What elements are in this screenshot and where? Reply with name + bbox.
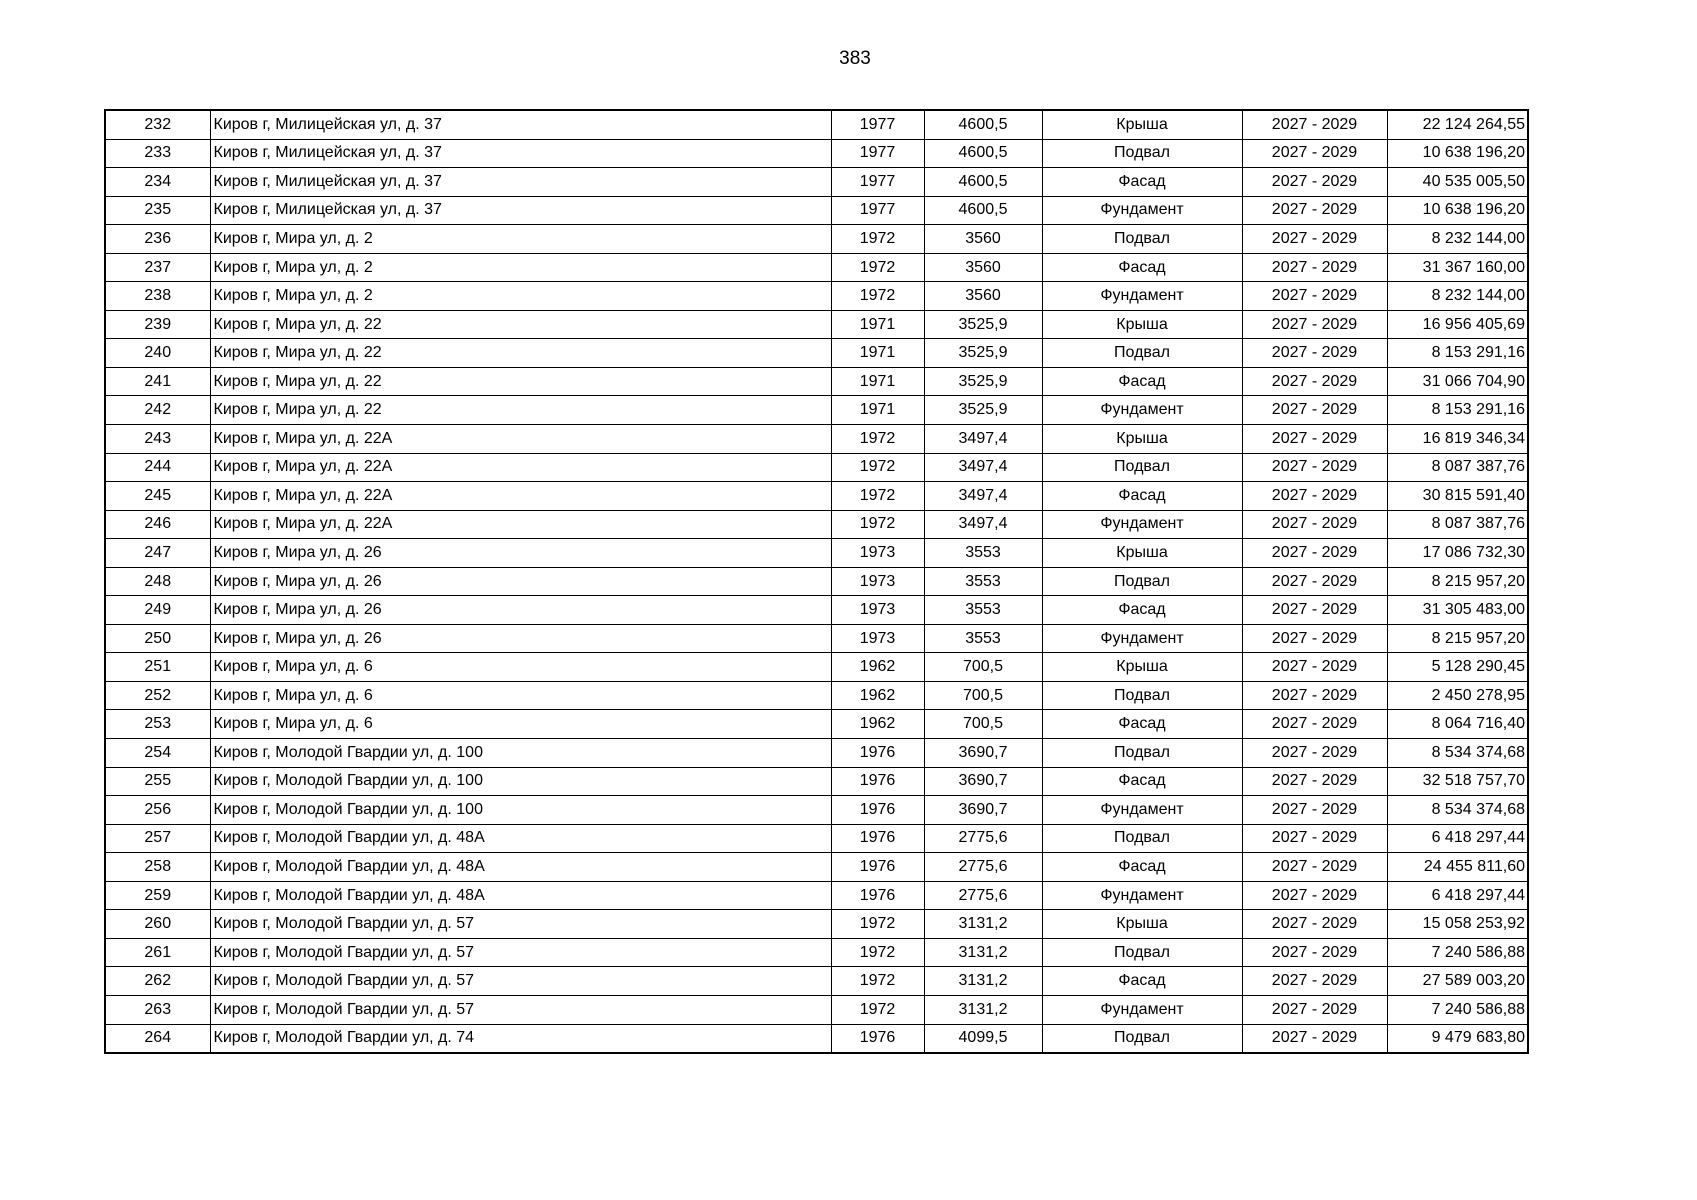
year-cell: 1972 [831, 510, 924, 539]
row-number: 246 [105, 510, 210, 539]
period-cell: 2027 - 2029 [1242, 196, 1387, 225]
work-type-cell: Фасад [1042, 596, 1242, 625]
address-cell: Киров г, Милицейская ул, д. 37 [210, 139, 831, 168]
address-cell: Киров г, Мира ул, д. 6 [210, 710, 831, 739]
period-cell: 2027 - 2029 [1242, 310, 1387, 339]
work-type-cell: Фасад [1042, 367, 1242, 396]
work-type-cell: Фасад [1042, 710, 1242, 739]
row-number: 247 [105, 539, 210, 568]
repair-schedule-table [104, 109, 1529, 1054]
table-row [105, 510, 1528, 539]
year-cell: 1972 [831, 253, 924, 282]
table-row [105, 310, 1528, 339]
period-cell: 2027 - 2029 [1242, 510, 1387, 539]
row-number: 252 [105, 681, 210, 710]
year-cell: 1971 [831, 310, 924, 339]
area-cell: 3560 [924, 282, 1042, 311]
cost-cell: 2 450 278,95 [1387, 681, 1528, 710]
period-cell: 2027 - 2029 [1242, 567, 1387, 596]
table-row [105, 767, 1528, 796]
row-number: 236 [105, 225, 210, 254]
cost-cell: 8 534 374,68 [1387, 796, 1528, 825]
period-cell: 2027 - 2029 [1242, 853, 1387, 882]
row-number: 241 [105, 367, 210, 396]
cost-cell: 6 418 297,44 [1387, 881, 1528, 910]
row-number: 243 [105, 425, 210, 454]
table-row [105, 967, 1528, 996]
period-cell: 2027 - 2029 [1242, 967, 1387, 996]
period-cell: 2027 - 2029 [1242, 425, 1387, 454]
area-cell: 3131,2 [924, 938, 1042, 967]
area-cell: 2775,6 [924, 881, 1042, 910]
work-type-cell: Фундамент [1042, 995, 1242, 1024]
row-number: 237 [105, 253, 210, 282]
address-cell: Киров г, Мира ул, д. 26 [210, 596, 831, 625]
cost-cell: 16 819 346,34 [1387, 425, 1528, 454]
address-cell: Киров г, Молодой Гвардии ул, д. 100 [210, 767, 831, 796]
work-type-cell: Фундамент [1042, 881, 1242, 910]
area-cell: 3131,2 [924, 995, 1042, 1024]
cost-cell: 31 305 483,00 [1387, 596, 1528, 625]
period-cell: 2027 - 2029 [1242, 367, 1387, 396]
table-row [105, 853, 1528, 882]
table-row [105, 710, 1528, 739]
table-row [105, 596, 1528, 625]
work-type-cell: Фундамент [1042, 282, 1242, 311]
row-number: 242 [105, 396, 210, 425]
year-cell: 1976 [831, 796, 924, 825]
row-number: 235 [105, 196, 210, 225]
work-type-cell: Фундамент [1042, 796, 1242, 825]
work-type-cell: Крыша [1042, 110, 1242, 139]
cost-cell: 8 215 957,20 [1387, 624, 1528, 653]
address-cell: Киров г, Милицейская ул, д. 37 [210, 196, 831, 225]
table-row [105, 539, 1528, 568]
table-row [105, 624, 1528, 653]
cost-cell: 8 087 387,76 [1387, 453, 1528, 482]
cost-cell: 8 215 957,20 [1387, 567, 1528, 596]
cost-cell: 32 518 757,70 [1387, 767, 1528, 796]
table-row [105, 253, 1528, 282]
area-cell: 3560 [924, 225, 1042, 254]
table-row [105, 225, 1528, 254]
address-cell: Киров г, Мира ул, д. 22А [210, 482, 831, 511]
row-number: 264 [105, 1024, 210, 1053]
period-cell: 2027 - 2029 [1242, 681, 1387, 710]
work-type-cell: Подвал [1042, 824, 1242, 853]
year-cell: 1972 [831, 282, 924, 311]
cost-cell: 17 086 732,30 [1387, 539, 1528, 568]
table-row [105, 938, 1528, 967]
address-cell: Киров г, Молодой Гвардии ул, д. 48А [210, 853, 831, 882]
area-cell: 3497,4 [924, 425, 1042, 454]
period-cell: 2027 - 2029 [1242, 995, 1387, 1024]
address-cell: Киров г, Мира ул, д. 2 [210, 282, 831, 311]
cost-cell: 6 418 297,44 [1387, 824, 1528, 853]
address-cell: Киров г, Мира ул, д. 22 [210, 310, 831, 339]
row-number: 239 [105, 310, 210, 339]
cost-cell: 15 058 253,92 [1387, 910, 1528, 939]
area-cell: 3553 [924, 567, 1042, 596]
year-cell: 1977 [831, 139, 924, 168]
area-cell: 2775,6 [924, 853, 1042, 882]
year-cell: 1972 [831, 938, 924, 967]
cost-cell: 8 232 144,00 [1387, 225, 1528, 254]
cost-cell: 8 087 387,76 [1387, 510, 1528, 539]
table-row [105, 910, 1528, 939]
address-cell: Киров г, Мира ул, д. 26 [210, 624, 831, 653]
cost-cell: 10 638 196,20 [1387, 139, 1528, 168]
cost-cell: 8 534 374,68 [1387, 739, 1528, 768]
period-cell: 2027 - 2029 [1242, 282, 1387, 311]
address-cell: Киров г, Молодой Гвардии ул, д. 48А [210, 824, 831, 853]
year-cell: 1977 [831, 168, 924, 197]
row-number: 234 [105, 168, 210, 197]
table-row [105, 995, 1528, 1024]
period-cell: 2027 - 2029 [1242, 596, 1387, 625]
cost-cell: 31 066 704,90 [1387, 367, 1528, 396]
period-cell: 2027 - 2029 [1242, 139, 1387, 168]
area-cell: 4099,5 [924, 1024, 1042, 1053]
cost-cell: 5 128 290,45 [1387, 653, 1528, 682]
cost-cell: 8 153 291,16 [1387, 339, 1528, 368]
area-cell: 3553 [924, 624, 1042, 653]
work-type-cell: Крыша [1042, 539, 1242, 568]
table-row [105, 282, 1528, 311]
table-row [105, 396, 1528, 425]
year-cell: 1971 [831, 396, 924, 425]
row-number: 263 [105, 995, 210, 1024]
area-cell: 3525,9 [924, 310, 1042, 339]
cost-cell: 31 367 160,00 [1387, 253, 1528, 282]
address-cell: Киров г, Мира ул, д. 22А [210, 453, 831, 482]
period-cell: 2027 - 2029 [1242, 624, 1387, 653]
area-cell: 700,5 [924, 653, 1042, 682]
year-cell: 1972 [831, 967, 924, 996]
period-cell: 2027 - 2029 [1242, 1024, 1387, 1053]
row-number: 240 [105, 339, 210, 368]
year-cell: 1962 [831, 681, 924, 710]
row-number: 248 [105, 567, 210, 596]
cost-cell: 8 064 716,40 [1387, 710, 1528, 739]
row-number: 232 [105, 110, 210, 139]
year-cell: 1976 [831, 739, 924, 768]
table-row [105, 1024, 1528, 1053]
work-type-cell: Фундамент [1042, 196, 1242, 225]
cost-cell: 30 815 591,40 [1387, 482, 1528, 511]
work-type-cell: Фасад [1042, 967, 1242, 996]
row-number: 260 [105, 910, 210, 939]
address-cell: Киров г, Молодой Гвардии ул, д. 57 [210, 995, 831, 1024]
year-cell: 1971 [831, 367, 924, 396]
address-cell: Киров г, Мира ул, д. 6 [210, 681, 831, 710]
work-type-cell: Фасад [1042, 853, 1242, 882]
area-cell: 3525,9 [924, 396, 1042, 425]
area-cell: 3497,4 [924, 510, 1042, 539]
year-cell: 1962 [831, 710, 924, 739]
table-row [105, 168, 1528, 197]
address-cell: Киров г, Мира ул, д. 2 [210, 253, 831, 282]
row-number: 244 [105, 453, 210, 482]
table-row [105, 482, 1528, 511]
area-cell: 4600,5 [924, 139, 1042, 168]
row-number: 256 [105, 796, 210, 825]
year-cell: 1976 [831, 824, 924, 853]
cost-cell: 27 589 003,20 [1387, 967, 1528, 996]
table-body [105, 110, 1528, 1053]
area-cell: 3497,4 [924, 453, 1042, 482]
area-cell: 3131,2 [924, 967, 1042, 996]
period-cell: 2027 - 2029 [1242, 824, 1387, 853]
row-number: 253 [105, 710, 210, 739]
table-row [105, 139, 1528, 168]
work-type-cell: Подвал [1042, 453, 1242, 482]
address-cell: Киров г, Молодой Гвардии ул, д. 100 [210, 796, 831, 825]
year-cell: 1971 [831, 339, 924, 368]
period-cell: 2027 - 2029 [1242, 396, 1387, 425]
address-cell: Киров г, Мира ул, д. 22 [210, 367, 831, 396]
period-cell: 2027 - 2029 [1242, 710, 1387, 739]
cost-cell: 24 455 811,60 [1387, 853, 1528, 882]
address-cell: Киров г, Мира ул, д. 22А [210, 510, 831, 539]
year-cell: 1972 [831, 910, 924, 939]
address-cell: Киров г, Молодой Гвардии ул, д. 57 [210, 910, 831, 939]
address-cell: Киров г, Мира ул, д. 26 [210, 539, 831, 568]
table-row [105, 796, 1528, 825]
work-type-cell: Фасад [1042, 253, 1242, 282]
year-cell: 1973 [831, 624, 924, 653]
row-number: 245 [105, 482, 210, 511]
address-cell: Киров г, Молодой Гвардии ул, д. 74 [210, 1024, 831, 1053]
table-row [105, 881, 1528, 910]
area-cell: 3553 [924, 596, 1042, 625]
area-cell: 3553 [924, 539, 1042, 568]
area-cell: 3690,7 [924, 739, 1042, 768]
work-type-cell: Подвал [1042, 739, 1242, 768]
period-cell: 2027 - 2029 [1242, 739, 1387, 768]
period-cell: 2027 - 2029 [1242, 168, 1387, 197]
work-type-cell: Подвал [1042, 938, 1242, 967]
area-cell: 3525,9 [924, 339, 1042, 368]
period-cell: 2027 - 2029 [1242, 881, 1387, 910]
year-cell: 1972 [831, 482, 924, 511]
cost-cell: 9 479 683,80 [1387, 1024, 1528, 1053]
cost-cell: 40 535 005,50 [1387, 168, 1528, 197]
row-number: 255 [105, 767, 210, 796]
row-number: 257 [105, 824, 210, 853]
table-row [105, 824, 1528, 853]
work-type-cell: Подвал [1042, 681, 1242, 710]
period-cell: 2027 - 2029 [1242, 225, 1387, 254]
work-type-cell: Подвал [1042, 225, 1242, 254]
row-number: 250 [105, 624, 210, 653]
address-cell: Киров г, Молодой Гвардии ул, д. 100 [210, 739, 831, 768]
row-number: 262 [105, 967, 210, 996]
period-cell: 2027 - 2029 [1242, 453, 1387, 482]
address-cell: Киров г, Молодой Гвардии ул, д. 48А [210, 881, 831, 910]
row-number: 249 [105, 596, 210, 625]
work-type-cell: Фундамент [1042, 510, 1242, 539]
area-cell: 4600,5 [924, 110, 1042, 139]
year-cell: 1972 [831, 453, 924, 482]
year-cell: 1977 [831, 110, 924, 139]
work-type-cell: Фундамент [1042, 624, 1242, 653]
period-cell: 2027 - 2029 [1242, 110, 1387, 139]
area-cell: 3560 [924, 253, 1042, 282]
area-cell: 4600,5 [924, 168, 1042, 197]
year-cell: 1973 [831, 567, 924, 596]
row-number: 251 [105, 653, 210, 682]
row-number: 238 [105, 282, 210, 311]
period-cell: 2027 - 2029 [1242, 482, 1387, 511]
year-cell: 1962 [831, 653, 924, 682]
address-cell: Киров г, Мира ул, д. 26 [210, 567, 831, 596]
area-cell: 3690,7 [924, 767, 1042, 796]
year-cell: 1977 [831, 196, 924, 225]
year-cell: 1976 [831, 767, 924, 796]
row-number: 233 [105, 139, 210, 168]
area-cell: 3690,7 [924, 796, 1042, 825]
period-cell: 2027 - 2029 [1242, 339, 1387, 368]
table-row [105, 567, 1528, 596]
work-type-cell: Крыша [1042, 910, 1242, 939]
area-cell: 700,5 [924, 710, 1042, 739]
year-cell: 1976 [831, 881, 924, 910]
address-cell: Киров г, Милицейская ул, д. 37 [210, 168, 831, 197]
row-number: 261 [105, 938, 210, 967]
year-cell: 1972 [831, 225, 924, 254]
cost-cell: 8 153 291,16 [1387, 396, 1528, 425]
cost-cell: 16 956 405,69 [1387, 310, 1528, 339]
work-type-cell: Подвал [1042, 139, 1242, 168]
area-cell: 3131,2 [924, 910, 1042, 939]
period-cell: 2027 - 2029 [1242, 938, 1387, 967]
year-cell: 1972 [831, 995, 924, 1024]
period-cell: 2027 - 2029 [1242, 539, 1387, 568]
row-number: 259 [105, 881, 210, 910]
period-cell: 2027 - 2029 [1242, 796, 1387, 825]
address-cell: Киров г, Мира ул, д. 22 [210, 339, 831, 368]
work-type-cell: Крыша [1042, 425, 1242, 454]
row-number: 258 [105, 853, 210, 882]
address-cell: Киров г, Молодой Гвардии ул, д. 57 [210, 938, 831, 967]
table-row [105, 453, 1528, 482]
table-row [105, 425, 1528, 454]
cost-cell: 7 240 586,88 [1387, 938, 1528, 967]
table-row [105, 681, 1528, 710]
area-cell: 700,5 [924, 681, 1042, 710]
work-type-cell: Фасад [1042, 168, 1242, 197]
year-cell: 1973 [831, 539, 924, 568]
address-cell: Киров г, Милицейская ул, д. 37 [210, 110, 831, 139]
cost-cell: 22 124 264,55 [1387, 110, 1528, 139]
address-cell: Киров г, Мира ул, д. 6 [210, 653, 831, 682]
cost-cell: 7 240 586,88 [1387, 995, 1528, 1024]
cost-cell: 8 232 144,00 [1387, 282, 1528, 311]
table-row [105, 739, 1528, 768]
year-cell: 1972 [831, 425, 924, 454]
year-cell: 1976 [831, 1024, 924, 1053]
year-cell: 1976 [831, 853, 924, 882]
work-type-cell: Фасад [1042, 482, 1242, 511]
row-number: 254 [105, 739, 210, 768]
area-cell: 2775,6 [924, 824, 1042, 853]
period-cell: 2027 - 2029 [1242, 767, 1387, 796]
area-cell: 3497,4 [924, 482, 1042, 511]
table-row [105, 110, 1528, 139]
address-cell: Киров г, Молодой Гвардии ул, д. 57 [210, 967, 831, 996]
period-cell: 2027 - 2029 [1242, 653, 1387, 682]
table-row [105, 339, 1528, 368]
address-cell: Киров г, Мира ул, д. 22А [210, 425, 831, 454]
work-type-cell: Подвал [1042, 339, 1242, 368]
table-row [105, 653, 1528, 682]
work-type-cell: Крыша [1042, 653, 1242, 682]
year-cell: 1973 [831, 596, 924, 625]
cost-cell: 10 638 196,20 [1387, 196, 1528, 225]
work-type-cell: Фундамент [1042, 396, 1242, 425]
page-number: 383 [839, 48, 871, 69]
table-row [105, 196, 1528, 225]
period-cell: 2027 - 2029 [1242, 253, 1387, 282]
work-type-cell: Крыша [1042, 310, 1242, 339]
area-cell: 4600,5 [924, 196, 1042, 225]
work-type-cell: Фасад [1042, 767, 1242, 796]
address-cell: Киров г, Мира ул, д. 22 [210, 396, 831, 425]
period-cell: 2027 - 2029 [1242, 910, 1387, 939]
area-cell: 3525,9 [924, 367, 1042, 396]
work-type-cell: Подвал [1042, 567, 1242, 596]
address-cell: Киров г, Мира ул, д. 2 [210, 225, 831, 254]
work-type-cell: Подвал [1042, 1024, 1242, 1053]
table-row [105, 367, 1528, 396]
